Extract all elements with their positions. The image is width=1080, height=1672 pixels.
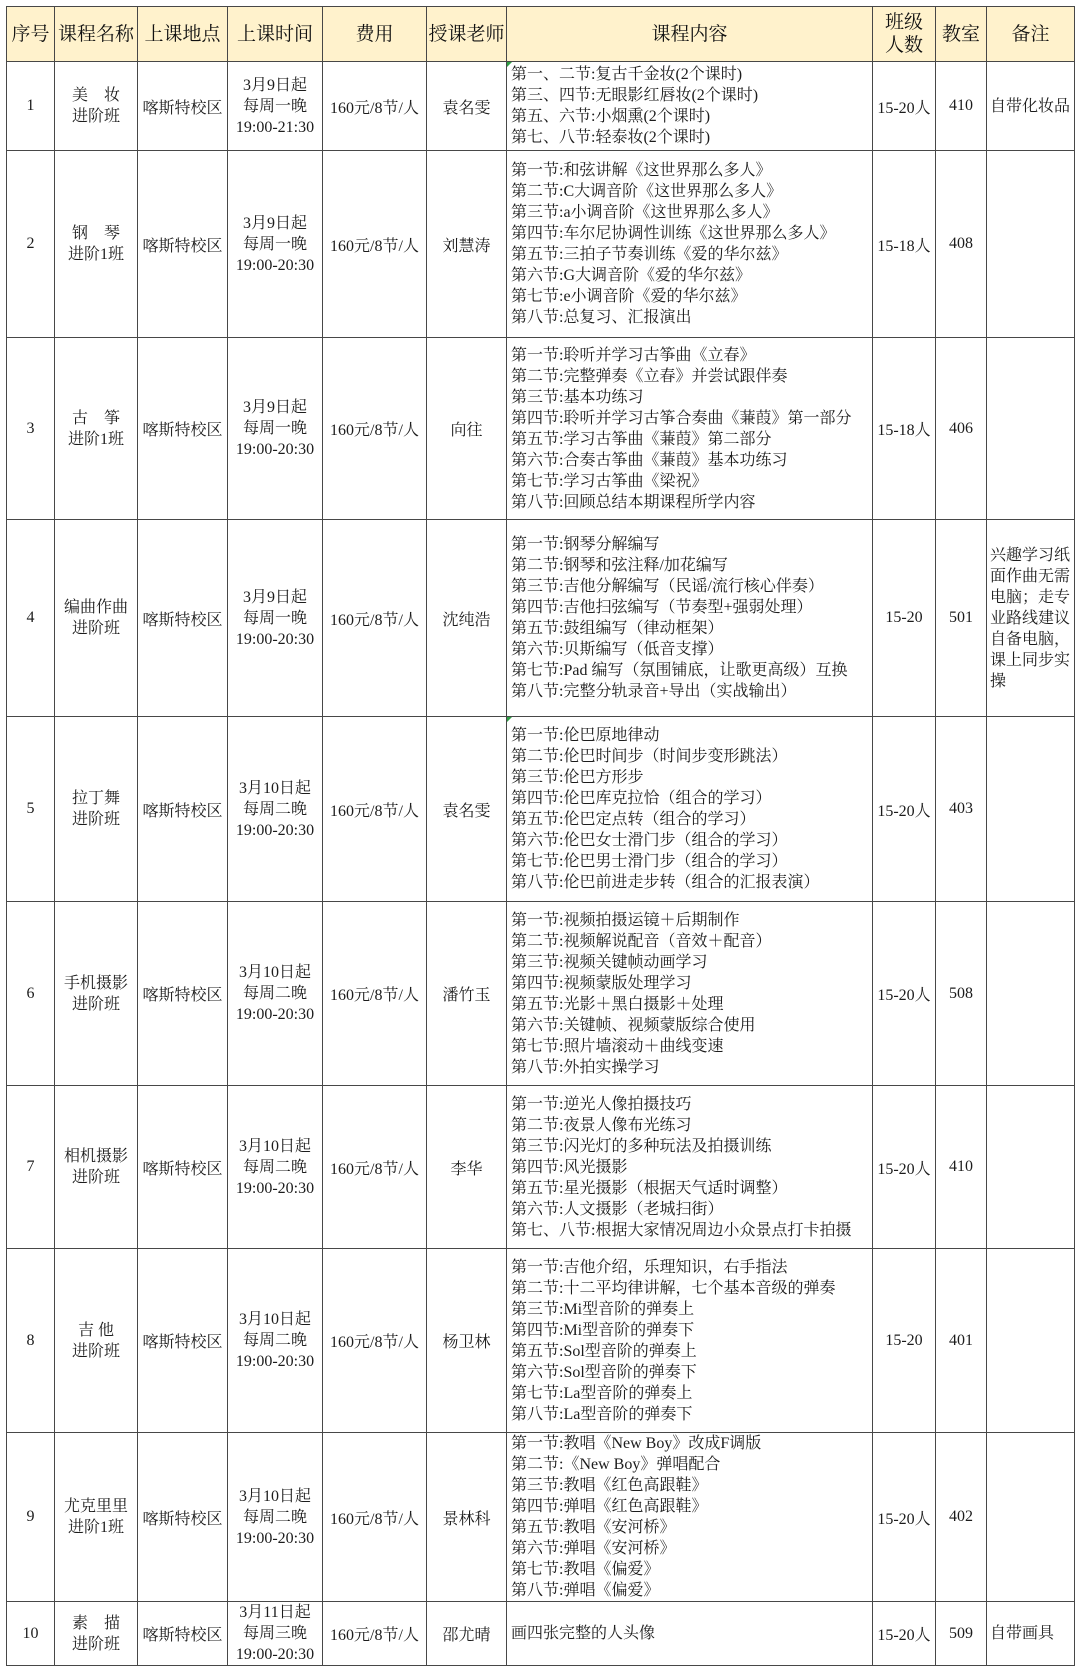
cell-remark: 自带画具 xyxy=(987,1602,1075,1666)
content-line: 第三、四节:无眼影红唇妆(2个课时) xyxy=(511,87,759,104)
cell-content xyxy=(507,1249,873,1433)
cell-location: 喀斯特校区 xyxy=(138,1433,228,1602)
cell-fee: 160元/8节/人 xyxy=(323,1086,427,1249)
cell-content xyxy=(507,1086,873,1249)
cell-class-size: 15-20人 xyxy=(873,1602,936,1666)
header-content: 课程内容 xyxy=(507,7,873,62)
cell-remark xyxy=(987,338,1075,520)
cell-location: 喀斯特校区 xyxy=(138,1249,228,1433)
content-line: 第八节:伦巴前进走步转（组合的汇报表演） xyxy=(511,874,820,891)
table-row xyxy=(7,151,1075,338)
cell-remark: 自带化妆品 xyxy=(987,62,1075,151)
content-line: 第六节:关键帧、视频蒙版综合使用 xyxy=(511,1016,756,1034)
cell-class-size: 15-20人 xyxy=(873,62,936,151)
content-line: 第二节:《New Boy》弹唱配合 xyxy=(511,1456,721,1473)
cell-time: 3月10日起 每周二晚 19:00-20:30 xyxy=(228,717,323,902)
cell-fee: 160元/8节/人 xyxy=(323,1602,427,1666)
cell-location: 喀斯特校区 xyxy=(138,1086,228,1249)
cell-course-name: 相机摄影 进阶班 xyxy=(55,1086,138,1249)
cell-location: 喀斯特校区 xyxy=(138,151,228,338)
content-line: 第七节:Pad 编写（氛围铺底，让歌更高级）互换 xyxy=(511,662,848,679)
content-line: 第四节:Mi型音阶的弹奏下 xyxy=(511,1321,695,1339)
content-line: 第三节:吉他分解编写（民谣/流行核心伴奏） xyxy=(511,578,824,595)
cell-location: 喀斯特校区 xyxy=(138,1602,228,1666)
content-line: 第五节:鼓组编写（律动框架） xyxy=(511,620,724,637)
cell-index: 1 xyxy=(7,62,55,151)
cell-content xyxy=(507,338,873,520)
cell-teacher: 袁名雯 xyxy=(427,62,507,151)
content-line: 第八节:总复习、汇报演出 xyxy=(511,309,692,326)
content-line: 第七、八节:根据大家情况周边小众景点打卡拍摄 xyxy=(511,1221,852,1239)
cell-teacher: 沈纯浩 xyxy=(427,520,507,717)
content-line: 第六节:G大调音阶《爱的华尔兹》 xyxy=(511,267,752,284)
content-line: 画四张完整的人头像 xyxy=(511,1625,656,1642)
cell-time: 3月10日起 每周二晚 19:00-20:30 xyxy=(228,1086,323,1249)
cell-time: 3月9日起 每周一晚 19:00-21:30 xyxy=(228,62,323,151)
content-line: 第五节:三拍子节奏训练《爱的华尔兹》 xyxy=(511,246,788,263)
cell-course-name: 美 妆 进阶班 xyxy=(55,62,138,151)
cell-time: 3月9日起 每周一晚 19:00-20:30 xyxy=(228,520,323,717)
content-line: 第三节:视频关键帧动画学习 xyxy=(511,953,708,971)
cell-classroom: 501 xyxy=(936,520,987,717)
cell-course-name: 尤克里里 进阶1班 xyxy=(55,1433,138,1602)
content-line: 第五节:星光摄影（根据天气适时调整） xyxy=(511,1179,788,1197)
cell-time: 3月9日起 每周一晚 19:00-20:30 xyxy=(228,338,323,520)
header-class-size: 班级 人数 xyxy=(873,7,936,62)
cell-time: 3月9日起 每周一晚 19:00-20:30 xyxy=(228,151,323,338)
table-row xyxy=(7,338,1075,520)
course-schedule-table xyxy=(6,6,1075,1666)
table-row xyxy=(7,520,1075,717)
content-line: 第三节:教唱《红色高跟鞋》 xyxy=(511,1477,708,1494)
cell-content xyxy=(507,1602,873,1666)
content-line: 第一节:聆听并学习古筝曲《立春》 xyxy=(511,346,756,364)
table-row xyxy=(7,902,1075,1086)
cell-content xyxy=(507,520,873,717)
cell-location: 喀斯特校区 xyxy=(138,338,228,520)
content-line: 第八节:La型音阶的弹奏下 xyxy=(511,1405,693,1423)
cell-remark xyxy=(987,1433,1075,1602)
content-line: 第六节:合奏古筝曲《蒹葭》基本功练习 xyxy=(511,451,788,469)
content-line: 第二节:完整弹奏《立春》并尝试跟伴奏 xyxy=(511,367,788,385)
cell-class-size: 15-20人 xyxy=(873,1433,936,1602)
cell-content xyxy=(507,151,873,338)
cell-remark xyxy=(987,1249,1075,1433)
content-line: 第四节:伦巴库克拉恰（组合的学习） xyxy=(511,790,772,807)
cell-course-name: 手机摄影 进阶班 xyxy=(55,902,138,1086)
content-line: 第三节:a小调音阶《这世界那么多人》 xyxy=(511,204,779,221)
content-line: 第一节:逆光人像拍摄技巧 xyxy=(511,1095,692,1113)
cell-time: 3月11日起 每周三晚 19:00-20:30 xyxy=(228,1602,323,1666)
header-remark: 备注 xyxy=(987,7,1075,62)
header-fee: 费用 xyxy=(323,7,427,62)
content-line: 第七节:e小调音阶《爱的华尔兹》 xyxy=(511,288,747,305)
cell-teacher: 向往 xyxy=(427,338,507,520)
cell-index: 5 xyxy=(7,717,55,902)
content-line: 第二节:十二平均律讲解，七个基本音级的弹奏 xyxy=(511,1279,836,1297)
header-location: 上课地点 xyxy=(138,7,228,62)
cell-fee: 160元/8节/人 xyxy=(323,902,427,1086)
table-row xyxy=(7,1249,1075,1433)
content-line: 第一、二节:复古千金妆(2个课时) xyxy=(511,66,743,83)
cell-location: 喀斯特校区 xyxy=(138,520,228,717)
cell-index: 3 xyxy=(7,338,55,520)
content-line: 第五节:学习古筝曲《蒹葭》第二部分 xyxy=(511,430,772,448)
cell-index: 6 xyxy=(7,902,55,1086)
content-line: 第七节:照片墙滚动＋曲线变速 xyxy=(511,1037,724,1055)
content-line: 第八节:外拍实操学习 xyxy=(511,1058,660,1076)
cell-location: 喀斯特校区 xyxy=(138,902,228,1086)
content-line: 第一节:伦巴原地律动 xyxy=(511,727,660,744)
cell-teacher: 景林科 xyxy=(427,1433,507,1602)
content-line: 第二节:伦巴时间步（时间步变形跳法） xyxy=(511,748,788,765)
cell-remark xyxy=(987,151,1075,338)
header-course-name: 课程名称 xyxy=(55,7,138,62)
content-line: 第五、六节:小烟熏(2个课时) xyxy=(511,108,711,125)
cell-teacher: 潘竹玉 xyxy=(427,902,507,1086)
content-line: 第七节:学习古筝曲《梁祝》 xyxy=(511,472,708,490)
content-line: 第三节:伦巴方形步 xyxy=(511,769,644,786)
cell-content xyxy=(507,1433,873,1602)
cell-fee: 160元/8节/人 xyxy=(323,338,427,520)
header-time: 上课时间 xyxy=(228,7,323,62)
content-line: 第三节:闪光灯的多种玩法及拍摄训练 xyxy=(511,1137,772,1155)
content-line: 第二节:C大调音阶《这世界那么多人》 xyxy=(511,183,783,200)
cell-index: 9 xyxy=(7,1433,55,1602)
content-line: 第五节:教唱《安河桥》 xyxy=(511,1519,676,1536)
cell-classroom: 508 xyxy=(936,902,987,1086)
content-line: 第六节:弹唱《安河桥》 xyxy=(511,1540,676,1557)
cell-course-name: 拉丁舞 进阶班 xyxy=(55,717,138,902)
cell-content xyxy=(507,902,873,1086)
cell-time: 3月10日起 每周二晚 19:00-20:30 xyxy=(228,902,323,1086)
content-line: 第八节:回顾总结本期课程所学内容 xyxy=(511,493,756,511)
content-line: 第五节:光影＋黑白摄影＋处理 xyxy=(511,995,724,1013)
content-line: 第七节:伦巴男士滑门步（组合的学习） xyxy=(511,853,788,870)
cell-teacher: 李华 xyxy=(427,1086,507,1249)
cell-classroom: 402 xyxy=(936,1433,987,1602)
content-line: 第五节:伦巴定点转（组合的学习） xyxy=(511,811,756,828)
cell-classroom: 509 xyxy=(936,1602,987,1666)
content-line: 第一节:吉他介绍，乐理知识，右手指法 xyxy=(511,1258,788,1276)
cell-teacher: 刘慧涛 xyxy=(427,151,507,338)
content-line: 第四节:聆听并学习古筝合奏曲《蒹葭》第一部分 xyxy=(511,409,852,427)
cell-classroom: 406 xyxy=(936,338,987,520)
cell-course-name: 素 描 进阶班 xyxy=(55,1602,138,1666)
content-line: 第七节:教唱《偏爱》 xyxy=(511,1561,660,1578)
content-line: 第六节:人文摄影（老城扫街） xyxy=(511,1200,724,1218)
cell-index: 7 xyxy=(7,1086,55,1249)
cell-content xyxy=(507,717,873,902)
table-row xyxy=(7,1433,1075,1602)
content-line: 第四节:风光摄影 xyxy=(511,1158,628,1176)
cell-teacher: 杨卫林 xyxy=(427,1249,507,1433)
content-line: 第一节:教唱《New Boy》改成F调版 xyxy=(511,1435,762,1452)
cell-index: 4 xyxy=(7,520,55,717)
cell-index: 2 xyxy=(7,151,55,338)
cell-course-name: 吉 他 进阶班 xyxy=(55,1249,138,1433)
cell-remark xyxy=(987,1086,1075,1249)
header-row xyxy=(7,7,1075,62)
cell-class-size: 15-20人 xyxy=(873,1086,936,1249)
cell-time: 3月10日起 每周二晚 19:00-20:30 xyxy=(228,1433,323,1602)
content-line: 第七节:La型音阶的弹奏上 xyxy=(511,1384,693,1402)
content-line: 第四节:视频蒙版处理学习 xyxy=(511,974,692,992)
content-line: 第四节:弹唱《红色高跟鞋》 xyxy=(511,1498,708,1515)
table-row xyxy=(7,717,1075,902)
content-line: 第六节:Sol型音阶的弹奏下 xyxy=(511,1363,697,1381)
header-classroom: 教室 xyxy=(936,7,987,62)
cell-fee: 160元/8节/人 xyxy=(323,1249,427,1433)
content-line: 第二节:钢琴和弦注释/加花编写 xyxy=(511,557,728,574)
cell-indicator-icon xyxy=(507,62,512,67)
cell-classroom: 410 xyxy=(936,1086,987,1249)
header-index: 序号 xyxy=(7,7,55,62)
cell-teacher: 邵尤晴 xyxy=(427,1602,507,1666)
content-line: 第四节:车尔尼协调性训练《这世界那么多人》 xyxy=(511,225,836,242)
cell-fee: 160元/8节/人 xyxy=(323,62,427,151)
cell-fee: 160元/8节/人 xyxy=(323,520,427,717)
cell-time: 3月10日起 每周二晚 19:00-20:30 xyxy=(228,1249,323,1433)
content-line: 第一节:钢琴分解编写 xyxy=(511,536,660,553)
cell-content xyxy=(507,62,873,151)
cell-fee: 160元/8节/人 xyxy=(323,151,427,338)
content-line: 第六节:贝斯编写（低音支撑） xyxy=(511,641,724,658)
cell-class-size: 15-20 xyxy=(873,520,936,717)
cell-fee: 160元/8节/人 xyxy=(323,717,427,902)
cell-classroom: 410 xyxy=(936,62,987,151)
cell-class-size: 15-20 xyxy=(873,1249,936,1433)
cell-classroom: 401 xyxy=(936,1249,987,1433)
content-line: 第三节:Mi型音阶的弹奏上 xyxy=(511,1300,695,1318)
header-teacher: 授课老师 xyxy=(427,7,507,62)
cell-location: 喀斯特校区 xyxy=(138,717,228,902)
cell-class-size: 15-18人 xyxy=(873,151,936,338)
content-line: 第八节:完整分轨录音+导出（实战输出） xyxy=(511,683,797,700)
table-row xyxy=(7,1602,1075,1666)
cell-remark xyxy=(987,902,1075,1086)
table-row xyxy=(7,1086,1075,1249)
content-line: 第六节:伦巴女士滑门步（组合的学习） xyxy=(511,832,788,849)
content-line: 第二节:视频解说配音（音效＋配音） xyxy=(511,932,772,950)
cell-course-name: 钢 琴 进阶1班 xyxy=(55,151,138,338)
cell-indicator-icon xyxy=(507,717,512,722)
content-line: 第八节:弹唱《偏爱》 xyxy=(511,1582,660,1599)
content-line: 第一节:视频拍摄运镜＋后期制作 xyxy=(511,911,740,929)
cell-location: 喀斯特校区 xyxy=(138,62,228,151)
cell-index: 10 xyxy=(7,1602,55,1666)
cell-remark xyxy=(987,717,1075,902)
cell-course-name: 编曲作曲 进阶班 xyxy=(55,520,138,717)
cell-class-size: 15-18人 xyxy=(873,338,936,520)
cell-class-size: 15-20人 xyxy=(873,717,936,902)
cell-fee: 160元/8节/人 xyxy=(323,1433,427,1602)
cell-classroom: 408 xyxy=(936,151,987,338)
cell-classroom: 403 xyxy=(936,717,987,902)
content-line: 第二节:夜景人像布光练习 xyxy=(511,1116,692,1134)
content-line: 第七、八节:轻泰妆(2个课时) xyxy=(511,129,711,146)
content-line: 第四节:吉他扫弦编写（节奏型+强弱处理） xyxy=(511,599,813,616)
cell-remark: 兴趣学习纸面作曲无需电脑；走专业路线建议自备电脑，课上同步实操 xyxy=(987,520,1075,717)
cell-class-size: 15-20人 xyxy=(873,902,936,1086)
cell-index: 8 xyxy=(7,1249,55,1433)
content-line: 第三节:基本功练习 xyxy=(511,388,644,406)
cell-course-name: 古 筝 进阶1班 xyxy=(55,338,138,520)
content-line: 第一节:和弦讲解《这世界那么多人》 xyxy=(511,162,772,179)
cell-teacher: 袁名雯 xyxy=(427,717,507,902)
content-line: 第五节:Sol型音阶的弹奏上 xyxy=(511,1342,697,1360)
table-row xyxy=(7,62,1075,151)
